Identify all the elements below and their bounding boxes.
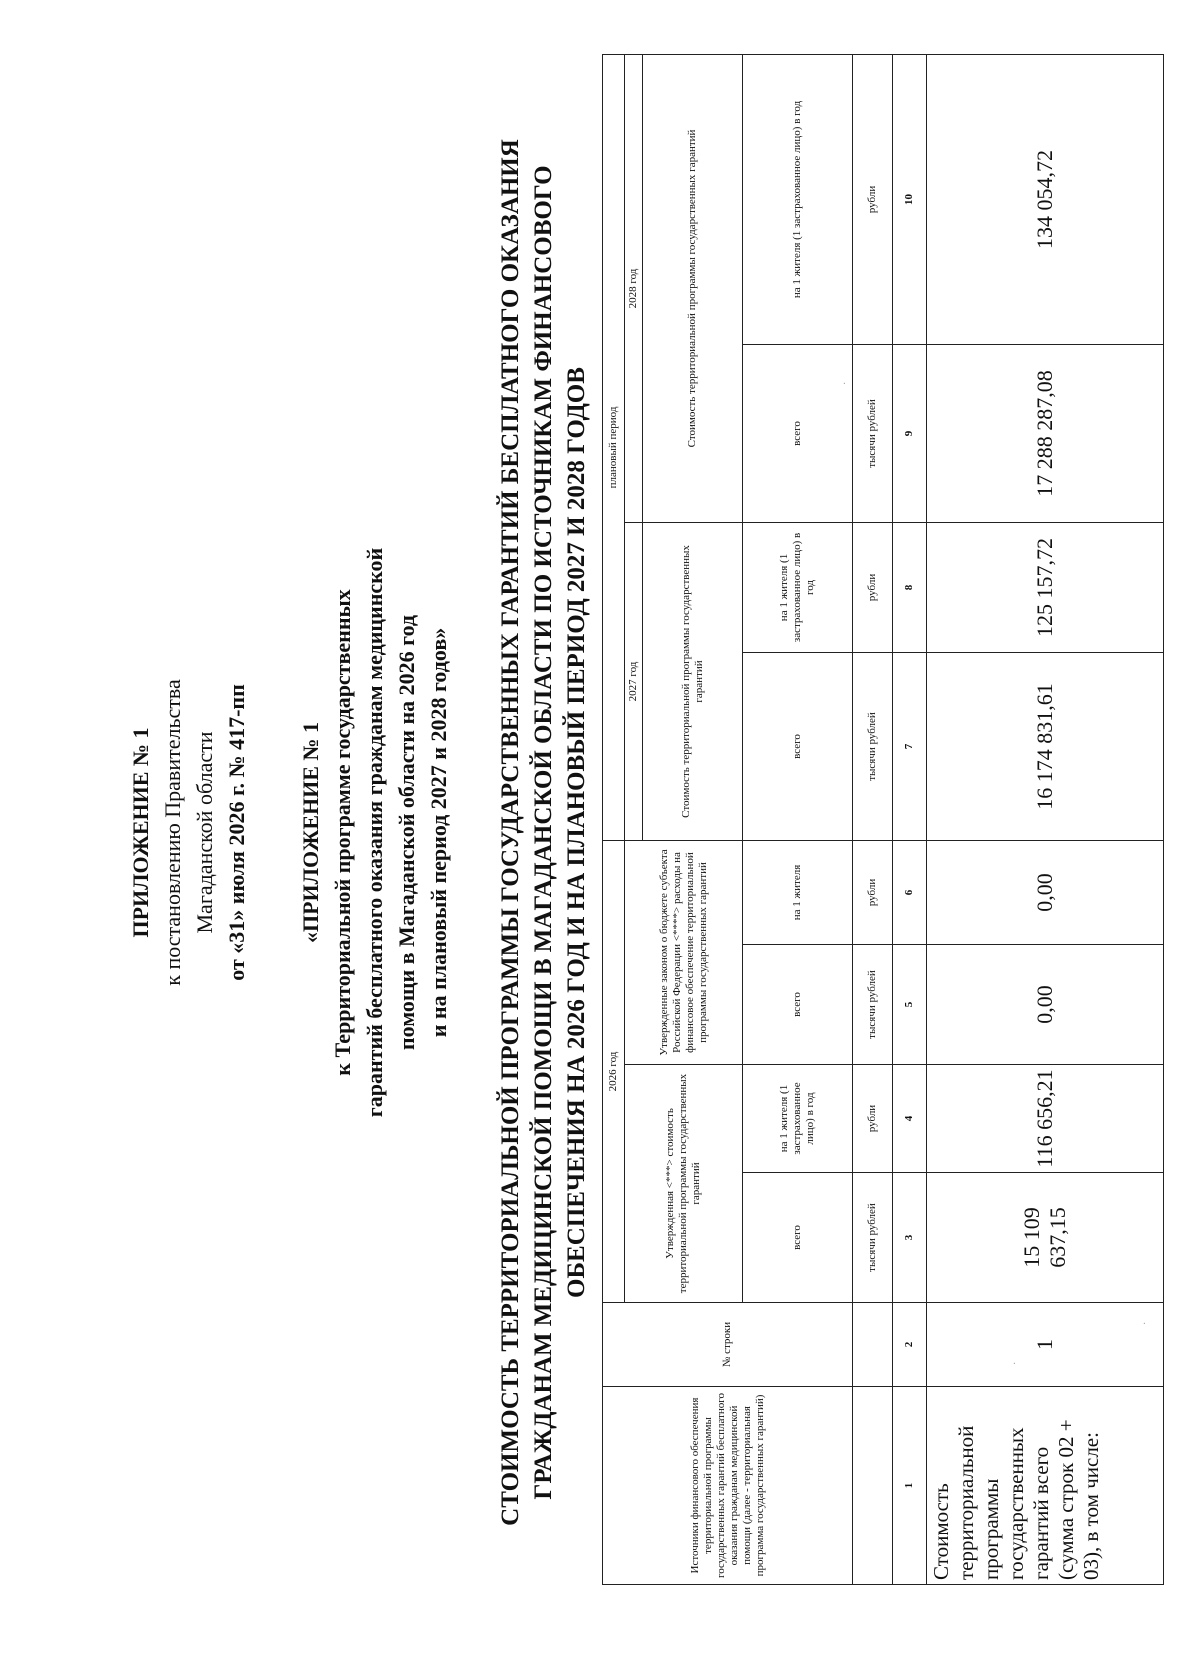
decree-date-number: от «31» июля 2026 г. № 417-пп — [224, 684, 249, 981]
column-number: 10 — [893, 54, 927, 344]
header-year-2027: 2027 год — [625, 522, 643, 840]
header-total: всего — [743, 945, 853, 1065]
column-number: 7 — [893, 652, 927, 840]
unit-cell: тысячи рублей — [853, 344, 893, 522]
header-total: всего — [743, 1173, 853, 1303]
title-line: ГРАЖДАНАМ МЕДИЦИНСКОЙ ПОМОЩИ В МАГАДАНСКОЙ ОБЛАСТИ ПО ИСТОЧНИКАМ ФИНАНСОВОГО — [530, 165, 557, 1500]
program-line: помощи в Магаданской области на 2026 год — [394, 614, 419, 1051]
units-row — [853, 54, 893, 1584]
title-line: ОБЕСПЕЧЕНИЯ НА 2026 ГОД И НА ПЛАНОВЫЙ ПЕРИОД 2027 И 2028 ГОДОВ — [563, 367, 590, 1298]
table-row — [927, 54, 1164, 1584]
header-per-capita-insured: на 1 жителя (1 застрахованное лицо) в год — [743, 54, 853, 344]
program-appendix-title: «ПРИЛОЖЕНИЕ № 1 — [298, 721, 323, 944]
unit-cell: рубли — [853, 1065, 893, 1173]
header-per-capita-insured: на 1 жителя (1 застрахованное лицо) в год — [743, 1065, 853, 1173]
cost-table — [602, 54, 1164, 1585]
column-number: 8 — [893, 522, 927, 652]
column-number: 2 — [893, 1303, 927, 1387]
column-number: 5 — [893, 945, 927, 1065]
row-number: 1 — [927, 1303, 1164, 1387]
unit-cell: тысячи рублей — [853, 945, 893, 1065]
value-cell: 134 054,72 — [927, 54, 1164, 344]
scan-speck: · — [1010, 1361, 1021, 1365]
header-program-cost-2028: Стоимость территориальной программы государственных гарантий — [643, 54, 743, 522]
value-cell: 16 174 831,61 — [927, 652, 1164, 840]
scan-speck: · — [1140, 1321, 1151, 1325]
program-appendix-header — [295, 0, 455, 1665]
unit-cell: тысячи рублей — [853, 1173, 893, 1303]
title-line: СТОИМОСТЬ ТЕРРИТОРИАЛЬНОЙ ПРОГРАММЫ ГОСУДАРСТВЕННЫХ ГАРАНТИЙ БЕСПЛАТНОГО ОКАЗАНИЯ — [497, 139, 524, 1526]
header-total: всего — [743, 652, 853, 840]
appendix-header — [125, 0, 253, 1665]
header-approved-cost: Утвержденная <***> стоимость территориальной программы государственных гарантий — [625, 1065, 743, 1303]
appendix-title: ПРИЛОЖЕНИЕ № 1 — [128, 727, 153, 938]
value-cell: 116 656,21 — [927, 1065, 1164, 1173]
column-number: 9 — [893, 344, 927, 522]
program-line: и на плановый период 2027 и 2028 годов» — [426, 627, 451, 1038]
header-row-number: № строки — [603, 1303, 853, 1387]
unit-cell: тысячи рублей — [853, 652, 893, 840]
value-cell: 17 288 287,08 — [927, 344, 1164, 522]
value-cell: 0,00 — [927, 840, 1164, 944]
header-approved-budget: Утвержденные законом о бюджете субъекта Российской Федерации <****> расходы на финансовое обеспечение территориальной программы государственных гарантий — [625, 840, 743, 1064]
column-numbers-row — [893, 54, 927, 1584]
value-cell: 125 157,72 — [927, 522, 1164, 652]
header-per-capita: на 1 жителя — [743, 840, 853, 944]
row-label: Стоимость территориальной программы государственных гарантий всего (сумма строк 02 + 03), в том числе: — [927, 1387, 1164, 1585]
program-line: к Территориальной программе государственных — [330, 589, 355, 1076]
unit-cell: рубли — [853, 522, 893, 652]
scan-speck: · — [840, 381, 851, 385]
header-year-2026: 2026 год — [603, 840, 625, 1302]
decree-line: Магаданской области — [192, 731, 217, 934]
decree-line: к постановлению Правительства — [160, 679, 185, 986]
program-line: гарантий бесплатного оказания гражданам медицинской — [362, 547, 387, 1118]
value-cell: 0,00 — [927, 945, 1164, 1065]
header-total: всего — [743, 344, 853, 522]
column-number: 3 — [893, 1173, 927, 1303]
document-title — [494, 0, 593, 1665]
unit-cell: рубли — [853, 54, 893, 344]
value-cell: 15 109 637,15 — [927, 1173, 1164, 1303]
header-program-cost-2027: Стоимость территориальной программы государственных гарантий — [643, 522, 743, 840]
header-year-2028: 2028 год — [625, 54, 643, 522]
header-planned-period: плановый период — [603, 54, 625, 840]
column-number: 4 — [893, 1065, 927, 1173]
column-number: 6 — [893, 840, 927, 944]
table-header-row — [603, 54, 625, 1584]
column-number: 1 — [893, 1387, 927, 1585]
header-sources: Источники финансового обеспечения территориальной программы государственных гарантий бесплатного оказания гражданам медицинской помощи (далее - территориальная программа государственных гарантий) — [603, 1387, 853, 1585]
unit-cell: рубли — [853, 840, 893, 944]
header-per-capita-insured: на 1 жителя (1 застрахованное лицо) в год — [743, 522, 853, 652]
